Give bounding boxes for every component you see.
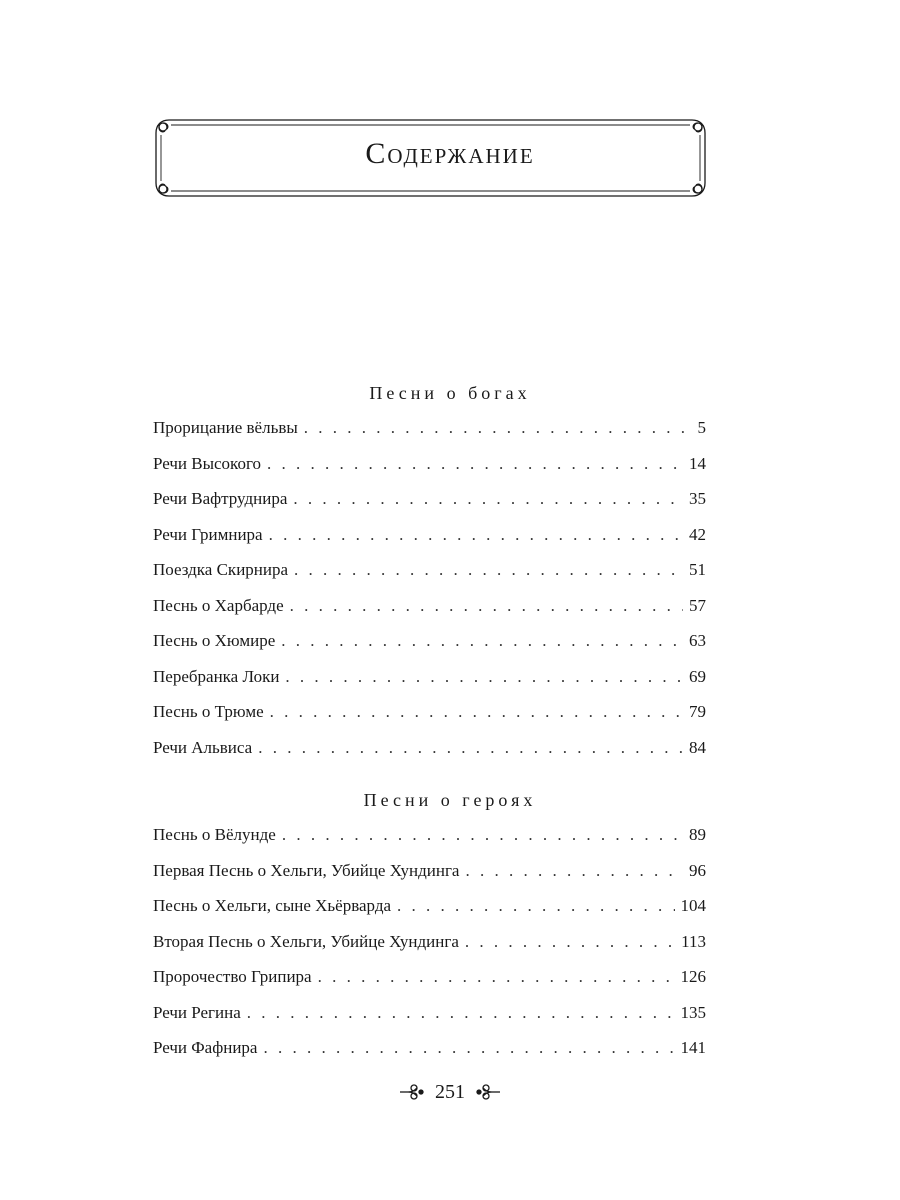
toc-entry-page: 57	[689, 595, 706, 615]
dot-leader	[258, 738, 683, 758]
toc-entry-title: Песнь о Хельги, сыне Хьёрварда	[153, 896, 392, 915]
toc-entry-title: Перебранка Локи	[153, 666, 280, 686]
toc-entry[interactable]	[153, 525, 706, 561]
toc-entry-page: 51	[689, 560, 706, 579]
toc-entry[interactable]	[153, 1038, 706, 1074]
toc-entry[interactable]	[153, 454, 706, 490]
toc-entry-title: Речи Альвиса	[153, 737, 253, 757]
page-folio	[0, 1080, 900, 1104]
toc-entry-page: 135	[680, 1002, 706, 1022]
toc-entry[interactable]	[153, 560, 706, 596]
dot-leader	[290, 596, 683, 616]
page-number: 251	[435, 1080, 465, 1103]
dot-leader	[318, 967, 675, 987]
page-title: Содержание	[365, 137, 535, 170]
dot-leader	[282, 825, 683, 845]
dot-leader	[465, 861, 683, 881]
toc-list-gods	[153, 418, 706, 773]
toc-entry-page: 69	[689, 666, 706, 686]
toc-entry-title: Речи Фафнира	[153, 1038, 258, 1057]
dot-leader	[281, 631, 683, 651]
toc-entry[interactable]	[153, 418, 706, 454]
toc-entry[interactable]	[153, 631, 706, 667]
toc-entry-title: Пророчество Грипира	[153, 967, 312, 986]
toc-entry-title: Вторая Песнь о Хельги, Убийце Хундинга	[153, 931, 459, 951]
toc-list-heroes	[153, 825, 706, 1074]
toc-entry[interactable]	[153, 896, 706, 932]
dot-leader	[293, 489, 683, 509]
dot-leader	[263, 1038, 674, 1058]
toc-entry-page: 63	[689, 631, 706, 650]
toc-entry-page: 126	[680, 967, 706, 986]
fleuron-right-icon	[476, 1082, 502, 1102]
toc-entry-page: 89	[689, 825, 706, 844]
dot-leader	[247, 1003, 675, 1023]
toc-entry-page: 104	[680, 896, 706, 915]
toc-entry-page: 35	[689, 489, 706, 508]
toc-entry-page: 96	[689, 860, 706, 880]
toc-entry[interactable]	[153, 932, 706, 968]
toc-entry-title: Речи Регина	[153, 1002, 241, 1022]
dot-leader	[270, 702, 683, 722]
toc-entry-title: Поездка Скирнира	[153, 560, 289, 579]
dot-leader	[267, 454, 683, 474]
toc-entry[interactable]	[153, 861, 706, 897]
toc-entry-title: Речи Гримнира	[153, 524, 263, 544]
section-heading-heroes: Песни о героях	[363, 790, 537, 810]
toc-entry-page: 79	[689, 702, 706, 721]
toc-entry[interactable]	[153, 967, 706, 1003]
fleuron-left-icon	[398, 1082, 424, 1102]
toc-entry-title: Песнь о Вёлунде	[153, 825, 276, 844]
toc-entry-title: Прорицание вёльвы	[153, 418, 298, 437]
toc-entry-page: 42	[689, 524, 706, 544]
toc-entry[interactable]	[153, 825, 706, 861]
toc-entry[interactable]	[153, 702, 706, 738]
dot-leader	[397, 896, 674, 916]
toc-entry[interactable]	[153, 1003, 706, 1039]
toc-entry-page: 113	[681, 931, 706, 951]
dot-leader	[294, 560, 683, 580]
toc-entry-page: 141	[680, 1038, 706, 1057]
toc-entry[interactable]	[153, 738, 706, 774]
toc-entry-page: 14	[689, 453, 706, 473]
toc-entry-title: Песнь о Трюме	[153, 702, 264, 721]
toc-entry-page: 5	[697, 418, 706, 437]
toc-entry-title: Песнь о Харбарде	[153, 595, 284, 615]
dot-leader	[304, 418, 692, 438]
section-heading-gods: Песни о богах	[369, 383, 531, 403]
toc-entry[interactable]	[153, 596, 706, 632]
toc-entry[interactable]	[153, 489, 706, 525]
toc-entry-page: 84	[689, 737, 706, 757]
toc-entry-title: Песнь о Хюмире	[153, 631, 276, 650]
toc-entry-title: Речи Вафтруднира	[153, 489, 288, 508]
dot-leader	[465, 932, 675, 952]
dot-leader	[285, 667, 683, 687]
toc-entry-title: Первая Песнь о Хельги, Убийце Хундинга	[153, 860, 460, 880]
dot-leader	[269, 525, 683, 545]
toc-entry-title: Речи Высокого	[153, 453, 262, 473]
toc-entry[interactable]	[153, 667, 706, 703]
